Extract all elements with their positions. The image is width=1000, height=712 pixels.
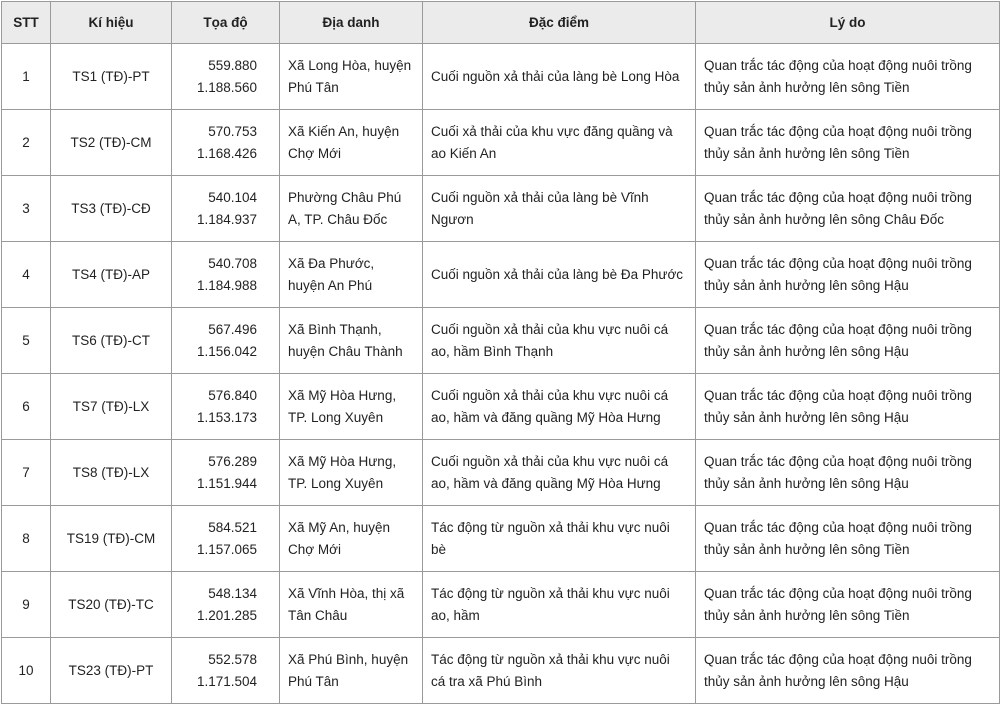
cell-reason: Quan trắc tác động của hoạt động nuôi trồng thủy sản ảnh hưởng lên sông Hậu — [696, 242, 1000, 308]
cell-coordinates — [172, 638, 280, 704]
cell-location: Xã Mỹ Hòa Hưng, TP. Long Xuyên — [280, 440, 423, 506]
cell-feature: Tác động từ nguồn xả thải khu vực nuôi bè — [423, 506, 696, 572]
cell-coordinates — [172, 572, 280, 638]
coord-x: 540.104 — [208, 189, 257, 205]
coord-y: 1.168.426 — [196, 145, 257, 161]
header-code: Kí hiệu — [51, 2, 172, 44]
coord-x: 540.708 — [208, 255, 257, 271]
cell-feature: Cuối nguồn xả thải của khu vực nuôi cá ao, hầm và đăng quầng Mỹ Hòa Hưng — [423, 440, 696, 506]
coord-y: 1.201.285 — [196, 607, 257, 623]
cell-code: TS2 (TĐ)-CM — [51, 110, 172, 176]
table-row — [2, 440, 1000, 506]
header-coordinates: Tọa độ — [172, 2, 280, 44]
cell-reason: Quan trắc tác động của hoạt động nuôi trồng thủy sản ảnh hưởng lên sông Tiền — [696, 110, 1000, 176]
cell-stt: 4 — [2, 242, 51, 308]
table-row — [2, 308, 1000, 374]
coord-y: 1.188.560 — [196, 79, 257, 95]
cell-reason: Quan trắc tác động của hoạt động nuôi trồng thủy sản ảnh hưởng lên sông Hậu — [696, 440, 1000, 506]
coord-y: 1.184.988 — [196, 277, 257, 293]
cell-coordinates — [172, 242, 280, 308]
cell-reason: Quan trắc tác động của hoạt động nuôi trồng thủy sản ảnh hưởng lên sông Tiền — [696, 572, 1000, 638]
cell-stt: 7 — [2, 440, 51, 506]
table-row — [2, 638, 1000, 704]
table-row — [2, 110, 1000, 176]
cell-feature: Cuối nguồn xả thải của làng bè Long Hòa — [423, 44, 696, 110]
cell-location: Xã Kiến An, huyện Chợ Mới — [280, 110, 423, 176]
table-row — [2, 572, 1000, 638]
coord-x: 576.289 — [208, 453, 257, 469]
cell-coordinates — [172, 110, 280, 176]
monitoring-points-table — [1, 1, 1000, 704]
cell-code: TS3 (TĐ)-CĐ — [51, 176, 172, 242]
coord-x: 570.753 — [208, 123, 257, 139]
coord-x: 548.134 — [208, 585, 257, 601]
cell-location: Xã Bình Thạnh, huyện Châu Thành — [280, 308, 423, 374]
cell-code: TS23 (TĐ)-PT — [51, 638, 172, 704]
cell-stt: 3 — [2, 176, 51, 242]
cell-code: TS20 (TĐ)-TC — [51, 572, 172, 638]
cell-stt: 2 — [2, 110, 51, 176]
cell-location: Xã Mỹ An, huyện Chợ Mới — [280, 506, 423, 572]
cell-reason: Quan trắc tác động của hoạt động nuôi trồng thủy sản ảnh hưởng lên sông Hậu — [696, 638, 1000, 704]
cell-reason: Quan trắc tác động của hoạt động nuôi trồng thủy sản ảnh hưởng lên sông Châu Đốc — [696, 176, 1000, 242]
coord-y: 1.153.173 — [196, 409, 257, 425]
cell-reason: Quan trắc tác động của hoạt động nuôi trồng thủy sản ảnh hưởng lên sông Hậu — [696, 374, 1000, 440]
header-row — [2, 2, 1000, 44]
cell-code: TS6 (TĐ)-CT — [51, 308, 172, 374]
coord-x: 552.578 — [208, 651, 257, 667]
cell-location: Xã Mỹ Hòa Hưng, TP. Long Xuyên — [280, 374, 423, 440]
cell-location: Xã Đa Phước, huyện An Phú — [280, 242, 423, 308]
cell-stt: 6 — [2, 374, 51, 440]
coord-y: 1.171.504 — [196, 673, 257, 689]
cell-reason: Quan trắc tác động của hoạt động nuôi trồng thủy sản ảnh hưởng lên sông Hậu — [696, 308, 1000, 374]
coord-x: 576.840 — [208, 387, 257, 403]
coord-x: 559.880 — [208, 57, 257, 73]
cell-coordinates — [172, 176, 280, 242]
cell-stt: 10 — [2, 638, 51, 704]
coord-y: 1.157.065 — [196, 541, 257, 557]
cell-location: Xã Long Hòa, huyện Phú Tân — [280, 44, 423, 110]
cell-feature: Cuối nguồn xả thải của khu vực nuôi cá ao, hầm Bình Thạnh — [423, 308, 696, 374]
cell-coordinates — [172, 506, 280, 572]
cell-code: TS1 (TĐ)-PT — [51, 44, 172, 110]
coord-x: 584.521 — [208, 519, 257, 535]
table-row — [2, 506, 1000, 572]
table-body — [2, 44, 1000, 704]
cell-stt: 1 — [2, 44, 51, 110]
coord-y: 1.184.937 — [196, 211, 257, 227]
cell-location: Xã Phú Bình, huyện Phú Tân — [280, 638, 423, 704]
header-feature: Đặc điểm — [423, 2, 696, 44]
cell-stt: 5 — [2, 308, 51, 374]
table-row — [2, 242, 1000, 308]
header-reason: Lý do — [696, 2, 1000, 44]
cell-feature: Tác động từ nguồn xả thải khu vực nuôi ao, hầm — [423, 572, 696, 638]
cell-code: TS8 (TĐ)-LX — [51, 440, 172, 506]
coord-y: 1.156.042 — [196, 343, 257, 359]
table-row — [2, 374, 1000, 440]
cell-feature: Cuối nguồn xả thải của làng bè Đa Phước — [423, 242, 696, 308]
coord-y: 1.151.944 — [196, 475, 257, 491]
cell-feature: Cuối nguồn xả thải của làng bè Vĩnh Ngươn — [423, 176, 696, 242]
cell-code: TS4 (TĐ)-AP — [51, 242, 172, 308]
cell-coordinates — [172, 308, 280, 374]
cell-location: Phường Châu Phú A, TP. Châu Đốc — [280, 176, 423, 242]
header-location: Địa danh — [280, 2, 423, 44]
cell-feature: Tác động từ nguồn xả thải khu vực nuôi cá tra xã Phú Bình — [423, 638, 696, 704]
cell-feature: Cuối xả thải của khu vực đăng quầng và ao Kiến An — [423, 110, 696, 176]
cell-stt: 9 — [2, 572, 51, 638]
table-row — [2, 176, 1000, 242]
cell-feature: Cuối nguồn xả thải của khu vực nuôi cá ao, hầm và đăng quầng Mỹ Hòa Hưng — [423, 374, 696, 440]
coord-x: 567.496 — [208, 321, 257, 337]
table-row — [2, 44, 1000, 110]
cell-coordinates — [172, 374, 280, 440]
cell-reason: Quan trắc tác động của hoạt động nuôi trồng thủy sản ảnh hưởng lên sông Tiền — [696, 506, 1000, 572]
cell-coordinates — [172, 44, 280, 110]
header-stt: STT — [2, 2, 51, 44]
cell-code: TS19 (TĐ)-CM — [51, 506, 172, 572]
cell-reason: Quan trắc tác động của hoạt động nuôi trồng thủy sản ảnh hưởng lên sông Tiền — [696, 44, 1000, 110]
cell-coordinates — [172, 440, 280, 506]
cell-stt: 8 — [2, 506, 51, 572]
cell-location: Xã Vĩnh Hòa, thị xã Tân Châu — [280, 572, 423, 638]
cell-code: TS7 (TĐ)-LX — [51, 374, 172, 440]
